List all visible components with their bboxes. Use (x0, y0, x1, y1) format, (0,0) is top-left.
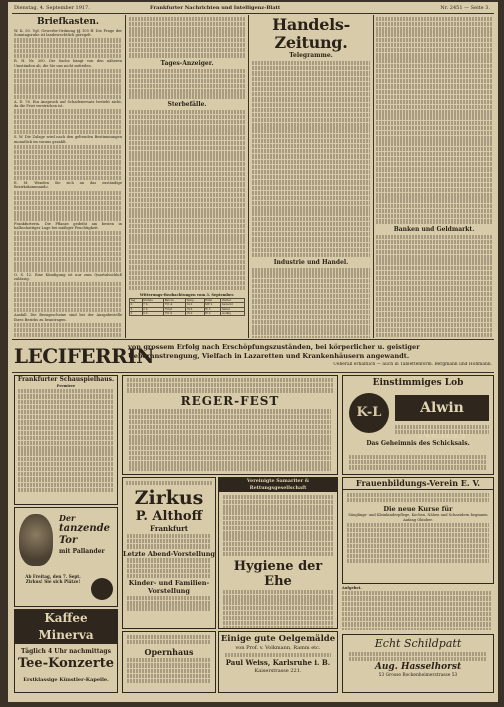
weather-cell: 3. (130, 307, 143, 311)
weather-header: Tag (130, 298, 143, 302)
volkmann-address: Kaiserstrasse 221. (254, 668, 302, 675)
ad-opernhaus (122, 631, 216, 693)
header-masthead: Frankfurter Nachrichten und Intelligenz-Blatt (150, 5, 281, 11)
tanzende-tanzende: tanzende (59, 523, 111, 534)
zirkus-family: Kinder- und Familien-Vorstellung (128, 579, 210, 596)
alwin-neuss-film: Das Geheimnis des Schicksals. (366, 440, 470, 447)
weather-cell: 9 h (142, 311, 163, 315)
frauen-sub: Die neue Kurse für (383, 505, 453, 514)
leciferrin-text: von grossem Erfolg nach Erschöpfungszuständen, bei körperlicher u. geistiger Ueberanstrengung, Vielfach in Lazaretten und Krankenhäusern angewandt. (128, 343, 420, 360)
ad-echt-schildpatt (342, 634, 494, 693)
ad-oelgemaelde (218, 631, 338, 693)
minerva-note: Erstklassige Künstler-Kapelle. (23, 677, 109, 683)
weather-header: Temp. (185, 298, 204, 302)
tagesanzeiger-title: Tages-Anzeiger. (160, 59, 214, 67)
kl-logo-icon: K-L (349, 393, 389, 433)
weather-cell: W 2 (204, 311, 221, 315)
weather-cell: heiter (221, 307, 245, 311)
ad-hygiene-der-ehe (218, 477, 338, 629)
portrait-drawing-icon (19, 514, 53, 566)
zirkus-letzte: Letzte Abend-Vorstellung (123, 549, 215, 558)
hasselhorst-name: Aug. Hasselhorst (374, 662, 462, 673)
weather-cell: SW 2 (204, 303, 221, 307)
column-rule (125, 15, 126, 338)
banner-rule-bottom (12, 372, 494, 373)
aufgebot-notice (342, 586, 492, 630)
opernhaus-title: Opernhaus (144, 647, 194, 658)
weather-header: Barom. (164, 298, 186, 302)
weather-cell: 750,8 (164, 307, 186, 311)
briefkasten-entry: W. K. 50. Vgl. Gewerbe-Ordnung §§ 105 ff. Die Frage der Sonntagsruhe ist landesrechtlich geregelt. (14, 29, 122, 38)
ad-frauenbildungs-verein (342, 477, 494, 584)
weather-cell: 751,9 (164, 311, 186, 315)
volkmann-name: Paul Weiss, Karlsruhe i. B. (225, 658, 331, 668)
minerva-title: Kaffee Minerva (15, 610, 117, 644)
ad-zirkus-althoff (122, 477, 216, 629)
handelszeitung-title: Handels-Zeitung. (272, 16, 350, 52)
weather-cell: 15,0 (185, 311, 204, 315)
industrie-title: Industrie und Handel. (273, 259, 349, 267)
reger-fest-title: REGER-FEST (180, 394, 280, 409)
tanzende-tor: Tor (59, 535, 78, 546)
weather-cell: 2 h (142, 307, 163, 311)
weather-cell: W 3 (204, 307, 221, 311)
briefkasten-entry: R. H. Nr. 300. Die Sache hängt von den näheren Umständen ab, die Sie uns nicht mitteilen. (14, 59, 122, 68)
briefkasten-entry: A. D. 76. Ein Anspruch auf Schadenersatz besteht nicht, da die Frist verstrichen ist. (14, 99, 122, 109)
banken-title: Banken und Geldmarkt. (393, 225, 475, 233)
weather-cell: 3. (130, 311, 143, 315)
ad-schauspielhaus (14, 375, 118, 505)
column-tagesanzeiger (129, 16, 245, 338)
banner-rule-top (12, 339, 494, 340)
zirkus-city: Frankfurt (149, 524, 189, 534)
zirkus-title: Zirkus (134, 487, 204, 510)
schauspielhaus-title: Frankfurter Schauspielhaus. (17, 376, 115, 383)
ad-kaffee-minerva (14, 609, 118, 693)
column-rule (373, 15, 374, 338)
newspaper-page (8, 2, 498, 702)
column-banken (376, 16, 492, 338)
leciferrin-brand: LECIFERRIN (14, 344, 154, 368)
oelgemaelde-sub: von Prof. v. Volkmann, Ramm etc. (235, 645, 321, 651)
weather-cell: 7 h (142, 303, 163, 307)
oelgemaelde-title: Einige gute Oelgemälde (220, 634, 336, 644)
ad-reger-fest (122, 375, 338, 475)
sterbefaelle-title: Sterbefälle. (167, 100, 207, 108)
weather-cell: bedeckt (221, 303, 245, 307)
briefkasten-entry: O. S. 12. Eine Kündigung ist nur zum Quartalsschluß zulässig. (14, 272, 122, 281)
weather-header: Wind (204, 298, 221, 302)
column-rule (248, 15, 249, 338)
tanzende-pallander: mit Pallander (59, 548, 105, 555)
weather-cell: 14,2 (185, 303, 204, 307)
minerva-tee: Tee-Konzerte (17, 656, 115, 671)
header-rule (12, 13, 494, 14)
hasselhorst-address: 53 Grosse Bockenheimerstrasse 53 (378, 673, 458, 679)
column-briefkasten (14, 16, 122, 338)
weather-cell: 3. (130, 303, 143, 307)
schauspielhaus-premiere: Premiere (56, 384, 76, 388)
telegramme-title: Telegramme. (289, 52, 333, 59)
header-date: Dienstag, 4. September 1917. (14, 5, 90, 11)
weather-cell: 19,6 (185, 307, 204, 311)
briefkasten-entry: Ausfall. Die Bezugsscheine sind bei der Ausgabestelle Ihres Bezirks zu beantragen. (14, 313, 122, 322)
leciferrin-note: Ueberall erhältlich — auch in Tablettenform. Bergmann und Hohmann. (333, 362, 492, 367)
briefkasten-title: Briefkasten. (36, 17, 100, 27)
ad-tanzende-tor (14, 507, 118, 607)
frauen-title: Frauenbildungs-Verein E. V. (343, 478, 493, 490)
seal-logo-icon (91, 578, 113, 600)
schildpatt-title: Echt Schildpatt (374, 637, 462, 650)
aufgebot-title: Aufgebot. (342, 586, 362, 590)
frauen-detail: Säuglings- und Kleinkinderpflege, Kochen, Nähen und Schneidern beginnen Anfang Oktober. (348, 513, 488, 522)
zirkus-althoff: P. Althoff (135, 509, 203, 525)
tanzende-der: Der (59, 513, 76, 523)
weather-cell: 751,4 (164, 303, 186, 307)
weather-cell: wolkig (221, 311, 245, 315)
briefkasten-entry: S. W. Die Zulage wird nach den geltenden Bestimmungen monatlich im voraus gezahlt. (14, 135, 122, 144)
ad-alwin-neuss (342, 375, 494, 475)
minerva-sub: Täglich 4 Uhr nachmittags (21, 648, 111, 655)
tanzende-note: Ab Freitag, den 7. Sept. Zirkus! Sie sich Plätze! (25, 574, 81, 585)
weather-header: Wetter (221, 298, 245, 302)
briefkasten-entry: E. M. Wenden Sie sich an das zuständige Bezirkskommando. (14, 181, 122, 190)
hygiene-title: Hygiene der Ehe (233, 559, 323, 590)
weather-header: Stunde (142, 298, 163, 302)
weather-title: Witterungs-Beobachtungen vom 3. September. (139, 293, 235, 298)
alwin-neuss-name: Alwin Neuss (395, 395, 489, 421)
einstimmiges-lob: Einstimmiges Lob (372, 378, 464, 388)
briefkasten-entry: Frankfurterin. Die Pflanze gedeiht am besten in halbschattiger Lage bei mäßiger Feuchtigkeit. (14, 221, 122, 230)
column-handelszeitung (252, 16, 370, 338)
header-page-number: Nr. 2451 — Seite 3. (440, 5, 490, 11)
weather-table (129, 298, 245, 317)
hygiene-header: Vereinigte Samariter & Rettungsgesellschaft (219, 478, 337, 492)
